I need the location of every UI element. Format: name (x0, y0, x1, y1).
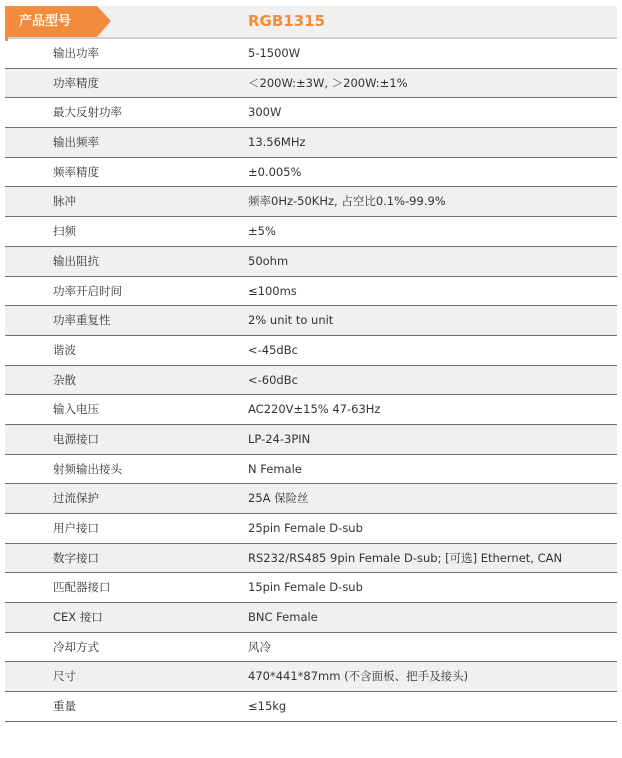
table-row (5, 98, 617, 128)
row-value: 25pin Female D-sub (248, 521, 363, 535)
table-row (5, 573, 617, 603)
row-value: 5-1500W (248, 46, 301, 60)
row-value: N Female (248, 461, 302, 476)
row-label: 匹配器接口 (53, 580, 111, 595)
row-label: 谐波 (53, 342, 76, 357)
table-row (5, 247, 617, 277)
row-label: 输出功率 (53, 46, 99, 60)
table-row (5, 633, 617, 663)
row-label: 输入电压 (53, 402, 99, 417)
row-value: 频率0Hz-50KHz, 占空比0.1%-99.9% (248, 194, 446, 209)
table-row (5, 692, 617, 722)
row-label: 输出阻抗 (53, 253, 99, 268)
row-value: AC220V±15% 47-63Hz (248, 402, 381, 417)
table-row (5, 217, 617, 247)
row-label: 冷却方式 (53, 639, 99, 654)
row-value: 15pin Female D-sub (248, 580, 363, 595)
table-header (5, 6, 617, 39)
table-row (5, 662, 617, 692)
row-value: <-60dBc (248, 372, 298, 387)
row-value: ±5% (248, 224, 276, 239)
table-row (5, 544, 617, 574)
row-label: 输出频率 (53, 135, 99, 150)
row-label: 电源接口 (53, 431, 99, 446)
model-name: RGB1315 (248, 12, 326, 30)
table-row (5, 39, 617, 69)
row-value: 风冷 (248, 639, 271, 654)
row-label: 功率重复性 (53, 313, 111, 328)
row-value: ±0.005% (248, 164, 302, 179)
row-value: 470*441*87mm (不含面板、把手及接头) (248, 669, 469, 684)
row-value: <-45dBc (248, 342, 298, 357)
row-value: 50ohm (248, 253, 289, 268)
table-row (5, 187, 617, 217)
spec-table (5, 6, 617, 722)
table-row (5, 395, 617, 425)
row-value: ＜200W:±3W, ＞200W:±1% (248, 75, 408, 90)
row-label: 杂散 (53, 372, 76, 387)
row-label: 最大反射功率 (53, 105, 122, 120)
row-label: 功率开启时间 (53, 283, 122, 298)
table-row (5, 603, 617, 633)
table-row (5, 277, 617, 307)
row-label: 功率精度 (53, 75, 99, 90)
table-row (5, 336, 617, 366)
row-value: LP-24-3PIN (248, 431, 311, 446)
row-value: 13.56MHz (248, 135, 306, 150)
table-row (5, 158, 617, 188)
table-row (5, 306, 617, 336)
row-label: 扫频 (53, 224, 76, 239)
row-label: CEX 接口 (53, 610, 103, 625)
table-row (5, 128, 617, 158)
table-row (5, 69, 617, 99)
row-value: BNC Female (248, 610, 318, 625)
header-label: 产品型号 (19, 14, 72, 29)
table-row (5, 514, 617, 544)
row-value: RS232/RS485 9pin Female D-sub; [可选] Ethernet, CAN (248, 550, 563, 565)
row-value: 25A 保险丝 (248, 491, 309, 506)
table-row (5, 366, 617, 396)
row-value: 300W (248, 105, 282, 120)
row-label: 射频输出接头 (53, 461, 122, 476)
row-value: 2% unit to unit (248, 313, 334, 328)
table-row (5, 484, 617, 514)
row-label: 频率精度 (53, 164, 99, 179)
row-label: 过流保护 (53, 491, 99, 506)
row-label: 脉冲 (53, 194, 76, 209)
table-row (5, 455, 617, 485)
row-value: ≤15kg (248, 699, 287, 714)
row-value: ≤100ms (248, 283, 297, 298)
table-row (5, 425, 617, 455)
row-label: 用户接口 (53, 521, 99, 535)
row-label: 尺寸 (53, 669, 76, 684)
row-label: 数字接口 (53, 550, 99, 565)
row-label: 重量 (53, 699, 76, 714)
